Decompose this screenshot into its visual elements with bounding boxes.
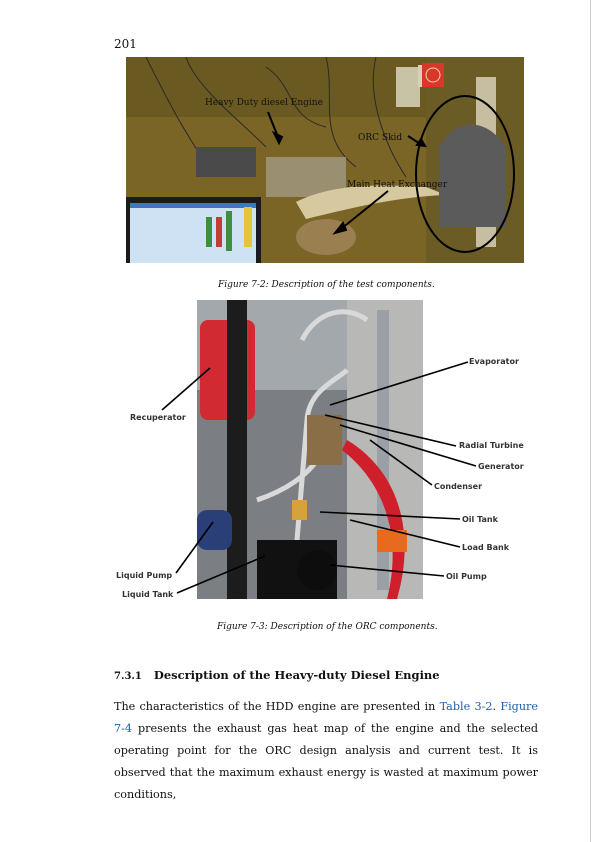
body-text-part-1: The characteristics of the HDD engine are presented in — [114, 700, 440, 713]
section-number: 7.3.1 — [114, 671, 142, 682]
figure-7-3-caption: Figure 7-3: Description of the ORC components. — [217, 622, 438, 632]
page-number: 201 — [114, 37, 137, 51]
label-oil-pump: Oil Pump — [446, 572, 487, 581]
label-main-heat-exchanger: Main Heat Exchanger — [347, 180, 448, 190]
body-text-part-3: presents the exhaust gas heat map of the engine and the selected operating point for the ORC design analysis and current test. It is observed that the maximum exhaust energy is wasted at maximum power conditions, — [114, 722, 538, 801]
figure-7-4-link[interactable]: Figure 7-4 — [114, 700, 539, 735]
body-text-part-2: . — [492, 700, 501, 713]
label-oil-tank: Oil Tank — [462, 515, 498, 524]
label-recuperator: Recuperator — [130, 413, 186, 422]
label-liquid-pump: Liquid Pump — [116, 571, 173, 580]
label-condenser: Condenser — [434, 482, 483, 491]
section-heading — [114, 668, 440, 682]
figure-7-2-caption: Figure 7-2: Description of the test components. — [218, 280, 435, 290]
label-radial-turbine: Radial Turbine — [459, 441, 524, 450]
label-liquid-tank: Liquid Tank — [122, 590, 174, 599]
label-orc-skid: ORC Skid — [358, 133, 403, 143]
label-load-bank: Load Bank — [462, 543, 510, 552]
body-paragraph — [114, 696, 538, 806]
label-generator: Generator — [478, 462, 524, 471]
label-heavy-duty-engine: Heavy Duty diesel Engine — [205, 98, 323, 108]
table-3-2-link[interactable]: Table 3-2 — [439, 700, 493, 713]
section-title: Description of the Heavy-duty Diesel Engine — [153, 668, 440, 682]
label-evaporator: Evaporator — [469, 357, 519, 366]
